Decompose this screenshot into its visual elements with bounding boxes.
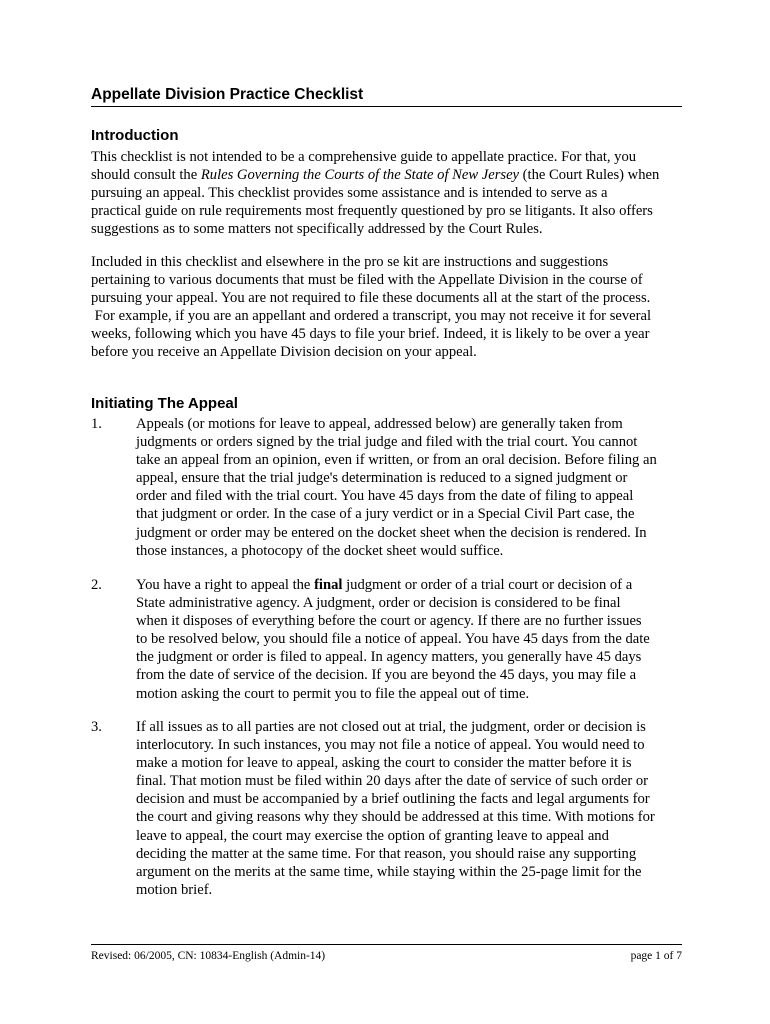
item-number: 1.	[91, 416, 102, 432]
paragraph-line: pertaining to various documents that must be filed with the Appellate Division in the course of	[91, 272, 643, 289]
item-line: take an appeal from an opinion, even if written, or from an oral decision. Before filing an	[136, 452, 657, 469]
document-title: Appellate Division Practice Checklist	[91, 85, 682, 107]
paragraph-line: pursuing an appeal. This checklist provides some assistance and is intended to serve as a	[91, 185, 608, 202]
item-number: 2.	[91, 577, 102, 593]
section-heading-initiating: Initiating The Appeal	[91, 395, 238, 412]
paragraph-line: suggestions as to some matters not specifically addressed by the Court Rules.	[91, 221, 543, 238]
paragraph-line: For example, if you are an appellant and ordered a transcript, you may not receive it for several	[91, 308, 652, 325]
item-line: that judgment or order. In the case of a jury verdict or in a Special Civil Part case, the	[136, 506, 635, 523]
footer-divider	[91, 944, 682, 945]
item-line: those instances, a photocopy of the docket sheet would suffice.	[136, 542, 504, 559]
item-line: the judgment or order is filed to appeal. In agency matters, you generally have 45 days	[136, 649, 642, 666]
item-body	[136, 718, 686, 899]
intro-paragraph-1	[91, 148, 685, 238]
item-line: decision and must be accompanied by a brief outlining the facts and legal arguments for	[136, 791, 650, 808]
item-line: appeal, ensure that the trial judge's determination is reduced to a signed judgment or	[136, 470, 628, 487]
section-heading-introduction: Introduction	[91, 127, 179, 144]
paragraph-line: practical guide on rule requirements most frequently questioned by pro se litigants. It also offers	[91, 203, 653, 220]
item-line: If all issues as to all parties are not closed out at trial, the judgment, order or decision is	[136, 719, 646, 735]
item-line: motion asking the court to permit you to file the appeal out of time.	[136, 685, 530, 702]
item-line: to be resolved below, you should file a notice of appeal. You have 45 days from the date	[136, 631, 650, 648]
item-line: leave to appeal, the court may exercise the option of granting leave to appeal and	[136, 827, 609, 844]
court-rules-title: Rules Governing the Courts of the State of New Jersey	[200, 167, 520, 184]
item-line: deciding the matter at the same time. For that reason, you should raise any supporting	[136, 845, 637, 862]
item-line: order and filed with the trial court. You have 45 days from the date of filing to appeal	[136, 488, 634, 505]
paragraph-line: pursuing your appeal. You are not required to file these documents all at the start of the process.	[91, 290, 651, 307]
item-line: Appeals (or motions for leave to appeal, addressed below) are generally taken from	[136, 416, 623, 432]
item-line: judgment or order may be entered on the docket sheet when the decision is rendered. In	[136, 524, 647, 541]
item-line: final. That motion must be filed within 20 days after the date of service of such order or	[136, 773, 648, 790]
item-line: interlocutory. In such instances, you may not file a notice of appeal. You would need to	[136, 737, 645, 754]
item-line: make a motion for leave to appeal, asking the court to consider the matter before it is	[136, 755, 632, 772]
item-line: motion brief.	[136, 881, 213, 898]
item-line: judgments or orders signed by the trial judge and filed with the trial court. You cannot	[136, 434, 638, 451]
paragraph-line: should consult the Rules Governing the Courts of the State of New Jersey (the Court Rules) when	[91, 167, 660, 184]
item-line: You have a right to appeal the final judgment or order of a trial court or decision of a	[136, 577, 633, 593]
item-body	[136, 415, 686, 560]
item-line: the court and giving reasons why they should be addressed at this time. With motions for	[136, 809, 655, 826]
paragraph-line: Included in this checklist and elsewhere in the pro se kit are instructions and suggestions	[91, 254, 609, 270]
item-line: State administrative agency. A judgment, order or decision is considered to be final	[136, 595, 621, 612]
emphasis-final: final	[314, 577, 343, 593]
item-line: from the date of service of the decision. If you are beyond the 45 days, you may file a	[136, 667, 637, 684]
item-line: argument on the merits at the same time, while staying within the 25-page limit for the	[136, 863, 642, 880]
item-line: when it disposes of everything before the court or agency. If there are no further issues	[136, 613, 642, 630]
footer-page-number: page 1 of 7	[630, 950, 682, 962]
intro-paragraph-2	[91, 253, 685, 362]
item-number: 3.	[91, 719, 102, 735]
item-body	[136, 576, 686, 703]
paragraph-line: weeks, following which you have 45 days to file your brief. Indeed, it is likely to be over a year	[91, 326, 650, 343]
paragraph-line: before you receive an Appellate Division decision on your appeal.	[91, 344, 477, 361]
footer-revision: Revised: 06/2005, CN: 10834-English (Admin-14)	[91, 950, 326, 962]
paragraph-line: This checklist is not intended to be a comprehensive guide to appellate practice. For that, you	[91, 149, 637, 165]
